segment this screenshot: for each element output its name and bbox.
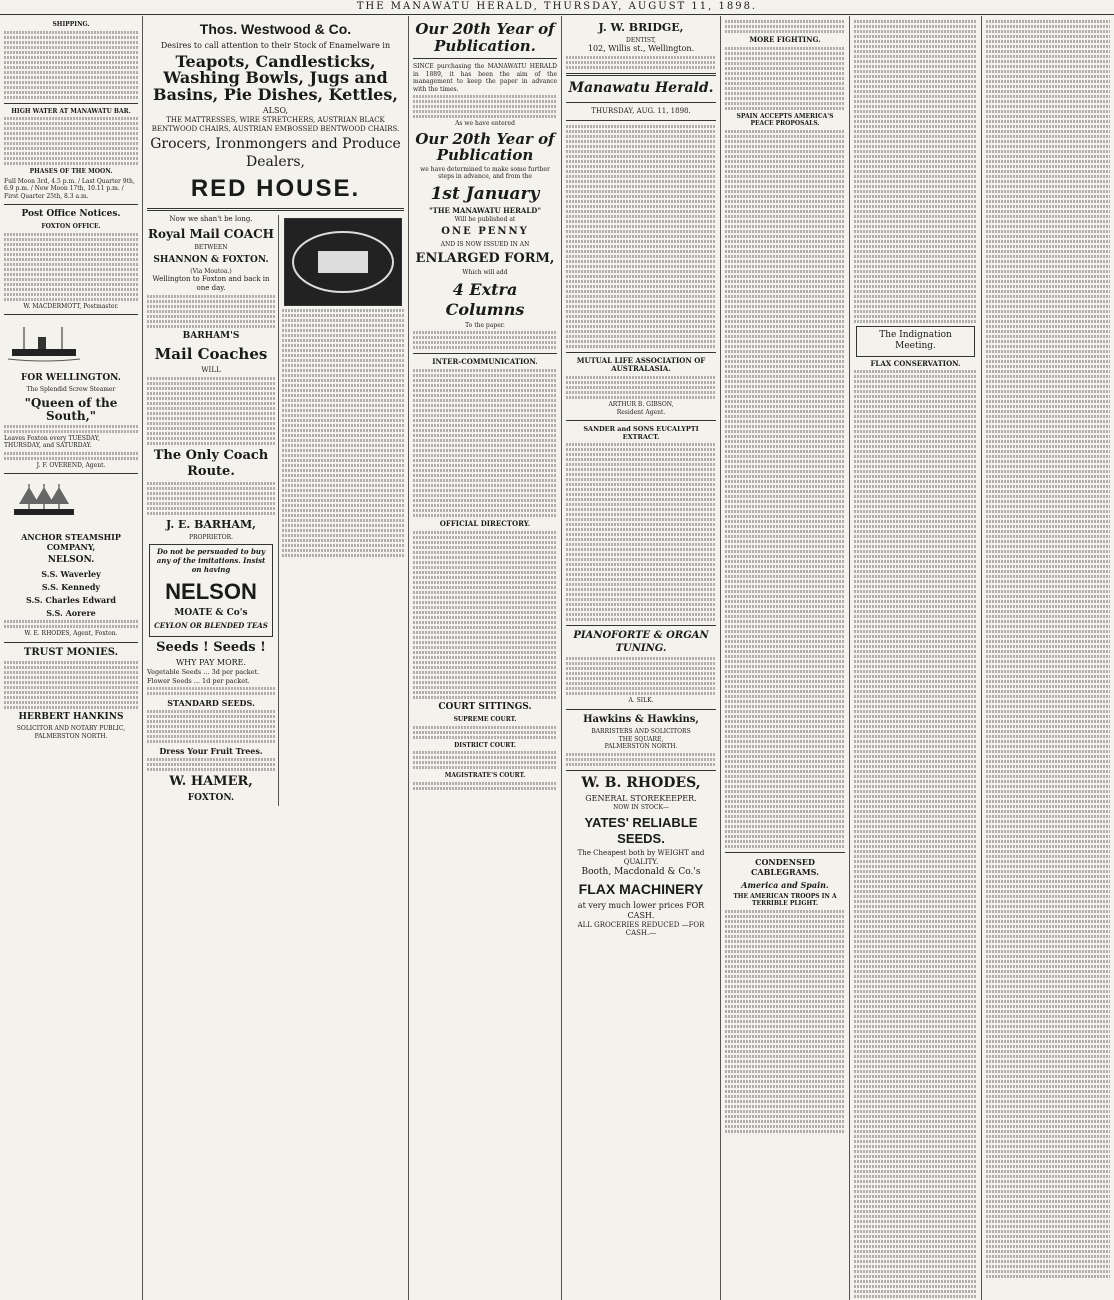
twentieth-year-2: Our 20th Year of Publication bbox=[415, 129, 555, 164]
paper-date: THURSDAY, AUG. 11, 1898. bbox=[591, 106, 691, 115]
indignation-meeting: The Indignation Meeting. bbox=[856, 326, 975, 357]
cheapest: The Cheapest both by WEIGHT and QUALITY. bbox=[577, 849, 705, 866]
trust-heading: TRUST MONIES. bbox=[23, 646, 119, 658]
supreme-court: SUPREME COURT. bbox=[453, 716, 517, 723]
flower-seeds: Flower Seeds ... 1d per packet. bbox=[147, 676, 250, 685]
silk-name: A. SILK. bbox=[628, 697, 654, 705]
mutual-life: MUTUAL LIFE ASSOCIATION OF AUSTRALASIA. bbox=[576, 355, 706, 374]
to-paper: To the paper. bbox=[465, 321, 505, 329]
sander-heading: SANDER and SONS EUCALYPTI EXTRACT. bbox=[583, 425, 699, 442]
rhodes-title: GENERAL STOREKEEPER. bbox=[585, 794, 697, 804]
issued: AND IS NOW ISSUED IN AN bbox=[440, 240, 530, 248]
mattresses: THE MATTRESSES, WIRE STRETCHERS, AUSTRIAN BLACK BENTWOOD CHAIRS, AUSTRIAN EMBOSSED BENTWOOD CHAIRS. bbox=[151, 115, 400, 133]
since-text: SINCE purchasing the MANAWATU HERALD in 1889, it has been the aim of the management to keep the paper in advance with the times. bbox=[413, 63, 557, 93]
moon-text: Full Moon 3rd, 4.5 p.m. / Last Quarter 9th, 6.9 p.m. / New Moon 17th, 10.11 p.m. / First Quarter 25th, 8.3 a.m. bbox=[4, 177, 135, 200]
twentieth-year: Our 20th Year of Publication. bbox=[415, 20, 555, 55]
gibson-name: ARTHUR B. GIBSON, bbox=[608, 401, 674, 408]
palmerston-north: PALMERSTON NORTH. bbox=[604, 743, 678, 751]
coach-via: (Via Moutoa.) bbox=[190, 267, 232, 275]
one-penny: ONE PENNY bbox=[441, 226, 529, 237]
column-2 bbox=[143, 16, 409, 1300]
hamer-name: W. HAMER, bbox=[169, 773, 253, 789]
inter-communication: INTER-COMMUNICATION. bbox=[432, 357, 538, 367]
coach-shannon: SHANNON & FOXTON. bbox=[153, 254, 269, 265]
post-office-heading: Post Office Notices. bbox=[21, 209, 121, 219]
entered: As we have entered bbox=[455, 120, 515, 127]
teapots-heading: Teapots, Candlesticks, Washing Bowls, Jugs and Basins, Pie Dishes, Kettles, bbox=[153, 51, 398, 105]
anchor-port: NELSON. bbox=[47, 554, 95, 565]
determined: we have determined to make some further steps in advance, and from the bbox=[420, 165, 550, 180]
anchor-agent: W. E. RHODES, Agent, Foxton. bbox=[24, 630, 118, 638]
westwood-sub: Desires to call attention to their Stock of Enamelware in bbox=[160, 40, 391, 50]
column-1 bbox=[0, 16, 143, 1300]
magistrates-court: MAGISTRATE'S COURT. bbox=[444, 772, 526, 779]
ship-3: S.S. Charles Edward bbox=[26, 595, 116, 606]
tailor-osborne-ad bbox=[284, 218, 402, 306]
postmaster: W. MACDERMOTT, Postmaster. bbox=[23, 302, 119, 310]
america-spain: America and Spain. bbox=[741, 879, 829, 890]
wellington-heading: FOR WELLINGTON. bbox=[21, 372, 121, 383]
herald-name: "THE MANAWATU HERALD" bbox=[429, 205, 541, 215]
nelson-tea: CEYLON OR BLENDED TEAS bbox=[154, 621, 268, 631]
seeds-heading: Seeds ! Seeds ! bbox=[156, 640, 266, 656]
district-court: DISTRICT COURT. bbox=[454, 741, 516, 749]
nelson-warning: Do not be persuaded to buy any of the imitations. Insist on having bbox=[156, 547, 266, 574]
also: ALSO, bbox=[262, 105, 289, 115]
steamer-text: Leaves Foxton every TUESDAY, THURSDAY, and SATURDAY. bbox=[4, 434, 100, 450]
masthead: THE MANAWATU HERALD, THURSDAY, AUGUST 11, 1898. bbox=[0, 0, 1114, 15]
ship-2: S.S. Kennedy bbox=[41, 582, 101, 593]
more-fighting: MORE FIGHTING. bbox=[749, 35, 821, 44]
gibson-title: Resident Agent. bbox=[616, 408, 666, 416]
official-directory: OFFICIAL DIRECTORY. bbox=[439, 519, 531, 528]
grocers-heading: Grocers, Ironmongers and Produce Dealers, bbox=[150, 136, 401, 170]
bridge-name: J. W. BRIDGE, bbox=[598, 21, 684, 34]
steamer-intro: The Splendid Screw Steamer bbox=[26, 386, 116, 393]
yates-seeds: YATES' RELIABLE SEEDS. bbox=[584, 814, 698, 846]
barham-heading: BARHAM'S bbox=[182, 330, 240, 341]
proprietor-title: PROPRIETOR. bbox=[188, 533, 234, 541]
steamer-icon bbox=[4, 323, 84, 363]
only-coach-route: The Only Coach Route. bbox=[153, 447, 269, 479]
first-january: 1st January bbox=[430, 183, 540, 204]
column-7 bbox=[982, 16, 1114, 1300]
in-stock: NOW IN STOCK— bbox=[613, 804, 669, 812]
column-3 bbox=[409, 16, 562, 1300]
newspaper-page bbox=[0, 16, 1114, 1300]
why-pay-more: WHY PAY MORE. bbox=[175, 658, 247, 668]
spain-accepts: SPAIN ACCEPTS AMERICA'S PEACE PROPOSALS. bbox=[736, 112, 834, 128]
steamer-agent: J. F. OVEREND, Agent. bbox=[36, 461, 106, 469]
standard-seeds: STANDARD SEEDS. bbox=[167, 697, 255, 708]
four-columns: 4 Extra Columns bbox=[445, 279, 525, 319]
booth-macdonald: Booth, Macdonald & Co.'s bbox=[581, 866, 701, 877]
ship-1: S.S. Waverley bbox=[41, 569, 101, 580]
post-office-sub: FOXTON OFFICE. bbox=[41, 223, 101, 231]
ship-4: S.S. Aorere bbox=[46, 608, 96, 619]
barristers: BARRISTERS AND SOLICITORS bbox=[591, 728, 691, 736]
published: Will be published at bbox=[454, 215, 516, 223]
contain: Which will add bbox=[462, 269, 508, 277]
hamer-town: FOXTON. bbox=[187, 792, 235, 803]
nelson-sub: MOATE & Co's bbox=[174, 608, 248, 619]
high-water-table bbox=[4, 117, 138, 165]
anchor-heading: ANCHOR STEAMSHIP COMPANY, bbox=[21, 531, 121, 552]
solicitor-sub: SOLICITOR AND NOTARY PUBLIC, PALMERSTON NORTH. bbox=[16, 725, 126, 740]
court-sittings: COURT SITTINGS. bbox=[438, 701, 532, 712]
flax-conservation: FLAX CONSERVATION. bbox=[870, 358, 961, 368]
nelson-brand: NELSON bbox=[165, 578, 257, 604]
coach-between: BETWEEN bbox=[194, 244, 228, 252]
coach-shaken: Now we shan't be long. bbox=[169, 215, 253, 224]
moon-heading: PHASES OF THE MOON. bbox=[29, 168, 113, 175]
rhodes-name: W. B. RHODES, bbox=[581, 774, 701, 791]
mail-will: WILL bbox=[201, 365, 221, 374]
column-6 bbox=[850, 16, 982, 1300]
westwood-heading: Thos. Westwood & Co. bbox=[199, 21, 352, 37]
bridge-dentist: DENTIST, bbox=[626, 36, 656, 44]
nelson-tea-ad bbox=[149, 544, 273, 637]
coach-wellington: Wellington to Foxton and back in one day. bbox=[152, 275, 270, 293]
condensed-cablegrams: CONDENSED CABLEGRAMS. bbox=[751, 856, 819, 877]
tailor-emblem-icon bbox=[288, 227, 398, 297]
the-square: THE SQUARE, bbox=[618, 735, 664, 743]
steamer-name: "Queen of the South," bbox=[24, 395, 118, 423]
enlarged-form: ENLARGED FORM, bbox=[415, 251, 555, 266]
flax-machinery: FLAX MACHINERY bbox=[578, 881, 704, 897]
barham-proprietor: J. E. BARHAM, bbox=[166, 518, 256, 532]
troops-plight: THE AMERICAN TROOPS IN A TERRIBLE PLIGHT. bbox=[733, 892, 837, 908]
anchor-ship-icon bbox=[4, 482, 84, 522]
solicitor-name: HERBERT HANKINS bbox=[18, 712, 124, 723]
column-4 bbox=[562, 16, 721, 1300]
paper-title: Manawatu Herald. bbox=[568, 80, 714, 97]
shipping-heading: SHIPPING. bbox=[52, 21, 90, 28]
lower-prices: at very much lower prices FOR CASH. bbox=[577, 900, 705, 920]
pianoforte-heading: PIANOFORTE & ORGAN TUNING. bbox=[573, 630, 709, 654]
royal-mail-coach: Royal Mail COACH bbox=[147, 227, 275, 242]
post-office-text bbox=[4, 233, 138, 301]
high-water-heading: HIGH WATER AT MANAWATU BAR. bbox=[11, 107, 131, 115]
groceries-reduced: ALL GROCERIES REDUCED —FOR CASH.— bbox=[577, 920, 705, 938]
vegetable-seeds: Vegetable Seeds ... 3d per packet. bbox=[147, 668, 260, 677]
fruit-trees: Dress Your Fruit Trees. bbox=[159, 745, 263, 756]
red-house: RED HOUSE. bbox=[190, 175, 361, 203]
column-5 bbox=[721, 16, 850, 1300]
bridge-address: 102, Willis st., Wellington. bbox=[587, 44, 695, 54]
shipping-text bbox=[4, 31, 138, 99]
mail-coaches: Mail Coaches bbox=[154, 345, 268, 364]
hawkins-heading: Hawkins & Hawkins, bbox=[583, 713, 699, 725]
